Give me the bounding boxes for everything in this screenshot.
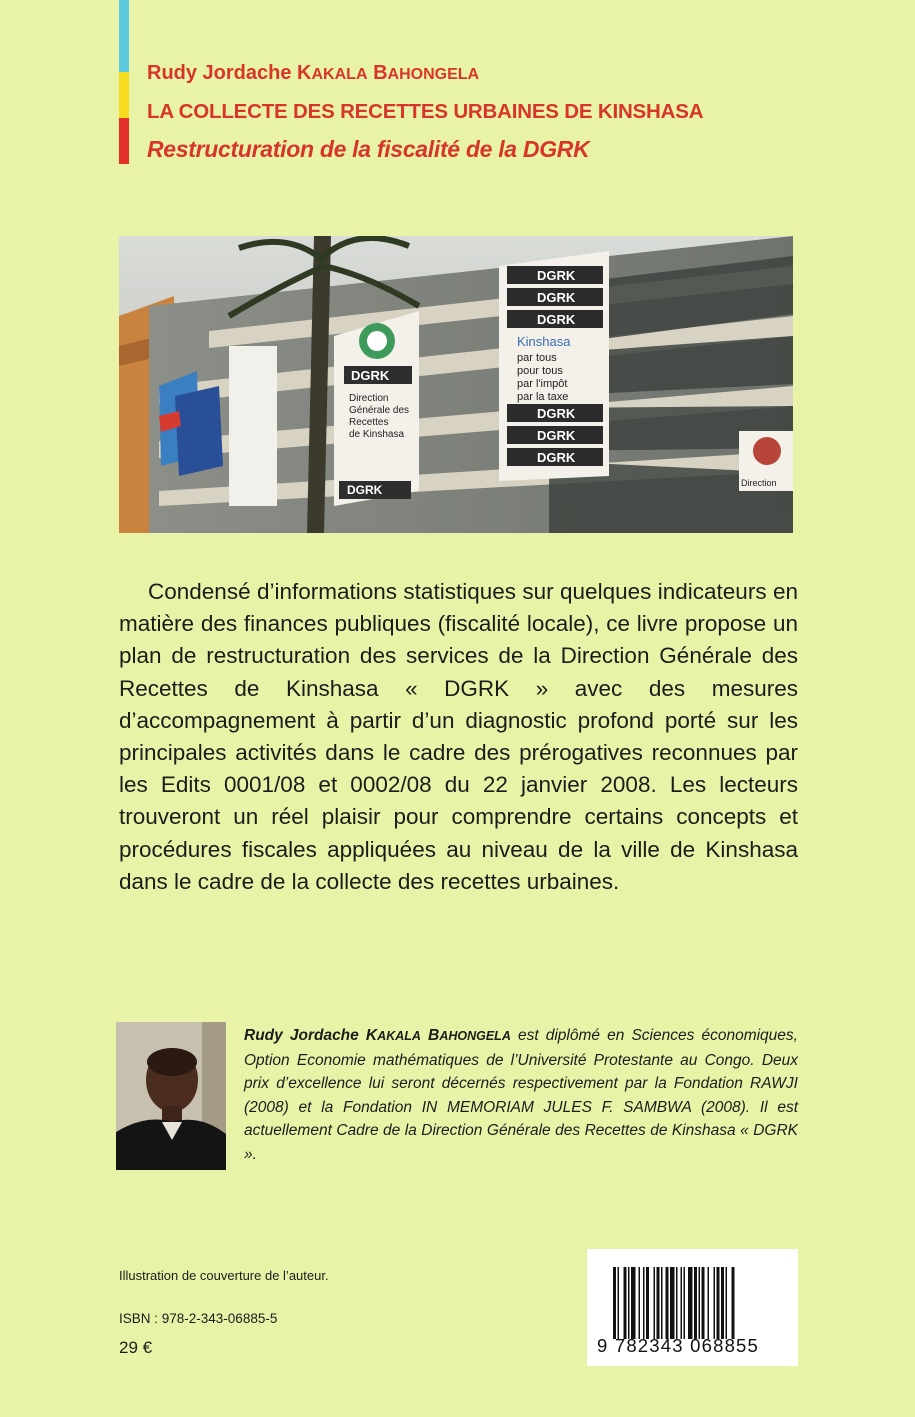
barcode-bar xyxy=(661,1267,663,1339)
barcode-bar xyxy=(657,1267,660,1339)
barcode-bar xyxy=(654,1267,656,1339)
bio-surname-1: KAKALA xyxy=(365,1027,421,1044)
author-surname-2: BAHONGELA xyxy=(373,62,480,84)
banner-city: Kinshasa xyxy=(517,334,571,349)
barcode-bar xyxy=(666,1267,669,1339)
barcode-bar xyxy=(618,1267,620,1339)
barcode-bar xyxy=(681,1267,683,1339)
barcode-bar xyxy=(721,1267,724,1339)
left-banner-footer: DGRK xyxy=(347,483,383,497)
barcode-bar xyxy=(688,1267,693,1339)
book-summary xyxy=(119,576,798,898)
cover-photo xyxy=(119,236,793,533)
barcode-bar xyxy=(646,1267,649,1339)
right-sign: Direction xyxy=(741,478,777,488)
price: 29 € xyxy=(119,1338,153,1357)
barcode-bar xyxy=(708,1267,710,1339)
bio-author-name: Rudy Jordache KAKALA BAHONGELA xyxy=(244,1027,511,1044)
barcode-bar xyxy=(684,1267,686,1339)
barcode-bar xyxy=(676,1267,678,1339)
left-banner-text-line: de Kinshasa xyxy=(349,429,405,440)
banner-slogan-line: par l'impôt xyxy=(517,378,568,390)
left-banner-text-line: Générale des xyxy=(349,405,410,416)
book-title: LA COLLECTE DES RECETTES URBAINES DE KINSHASA xyxy=(147,100,704,123)
banner-bottom-label: DGRK xyxy=(537,450,576,465)
author-name: Rudy Jordache KAKALA BAHONGELA xyxy=(147,62,480,84)
stripe-red xyxy=(119,118,129,164)
cover-credit: Illustration de couverture de l’auteur. xyxy=(119,1268,329,1283)
banner-slogan-line: pour tous xyxy=(517,365,563,377)
banner-top-label: DGRK xyxy=(537,268,576,283)
book-subtitle: Restructuration de la fiscalité de la DGRK xyxy=(147,136,590,162)
barcode-digits: 9 782343 068855 xyxy=(597,1335,760,1356)
banner-bottom-label: DGRK xyxy=(537,428,576,443)
barcode-bar xyxy=(702,1267,705,1339)
left-banner-text-line: Direction xyxy=(349,393,389,404)
bio-surname-2: BAHONGELA xyxy=(428,1027,511,1044)
author-surname-1: KAKALA xyxy=(297,62,368,84)
barcode-bars xyxy=(613,1267,783,1339)
barcode-bar xyxy=(624,1267,627,1339)
stripe-blue xyxy=(119,0,129,72)
isbn: ISBN : 978-2-343-06885-5 xyxy=(119,1311,278,1326)
barcode-bar xyxy=(717,1267,720,1339)
left-banner-text-line: Recettes xyxy=(349,417,389,428)
barcode xyxy=(587,1249,798,1366)
barcode-bar xyxy=(726,1267,728,1339)
barcode-bar xyxy=(628,1267,630,1339)
barcode-bar xyxy=(639,1267,641,1339)
banner-slogan-line: par la taxe xyxy=(517,391,569,403)
barcode-bar xyxy=(643,1267,645,1339)
stripe-yellow xyxy=(119,72,129,118)
barcode-bar xyxy=(694,1267,697,1339)
barcode-bar xyxy=(613,1267,616,1339)
barcode-bar xyxy=(714,1267,716,1339)
author-photo xyxy=(116,1022,226,1170)
banner-bottom-label: DGRK xyxy=(537,406,576,421)
banner-slogan-line: par tous xyxy=(517,352,557,364)
bio-text: est diplômé en Sciences économiques, Option Economie mathématiques de l’Université Protestante au Congo. Deux prix d’excellence lui seront décernés respectivement par la Fondation RAWJI (2008) et la Fondation IN MEMORIAM JULES F. SAMBWA (2008). Il est actuellement Cadre de la Direction Générale des Recettes de Kinshasa « DGRK ». xyxy=(244,1027,798,1163)
banner-top-label: DGRK xyxy=(537,312,576,327)
barcode-bar xyxy=(631,1267,636,1339)
summary-paragraph: Condensé d’informations statistiques sur quelques indicateurs en matière des finances publiques (fiscalité locale), ce livre propose un plan de restructuration des services de la Direction Générale des Recettes de Kinshasa « DGRK » avec des mesures d’accompagnement à partir d’un diagnostic profond porté sur les principales activités dans le cadre des prérogatives reconnues par les Edits 0001/08 et 0002/08 du 22 janvier 2008. Les lecteurs trouveront un réel plaisir pour comprendre certains concepts et procédures fiscales appliquées au niveau de la ville de Kinshasa dans le cadre de la collecte des recettes urbaines. xyxy=(119,579,798,894)
author-bio xyxy=(244,1024,798,1166)
barcode-bar xyxy=(699,1267,701,1339)
barcode-bar xyxy=(670,1267,675,1339)
banner-top-label: DGRK xyxy=(537,290,576,305)
barcode-bar xyxy=(732,1267,735,1339)
left-banner-label: DGRK xyxy=(351,368,390,383)
